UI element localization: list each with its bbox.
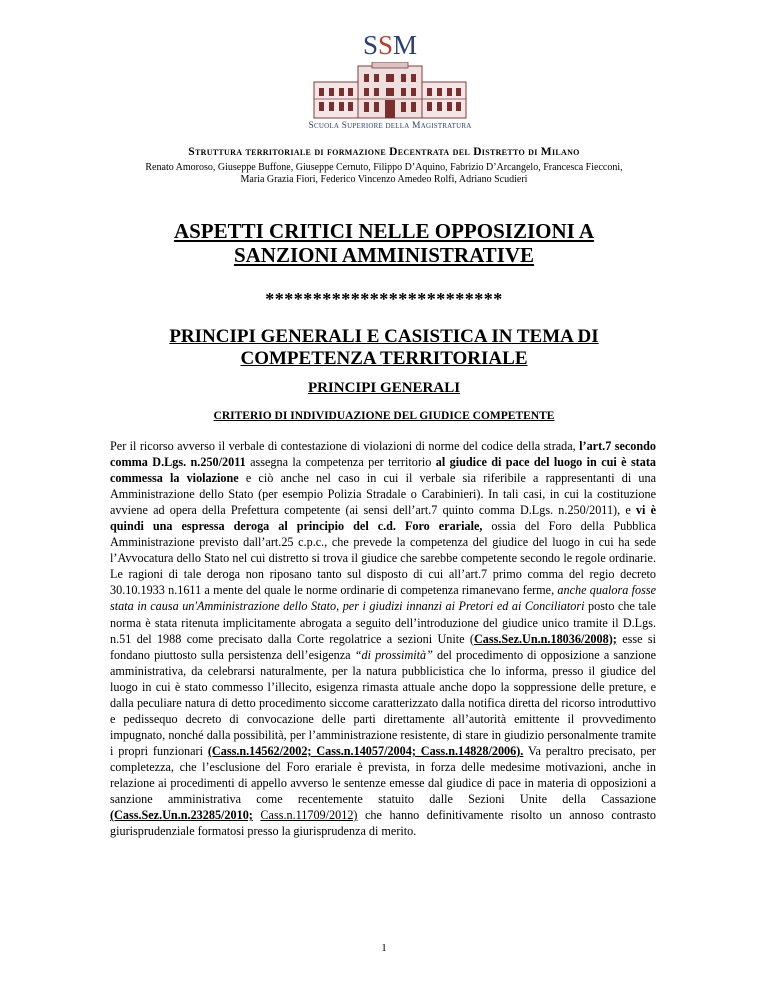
logo-wordmark: SSM bbox=[362, 30, 418, 60]
authors-list bbox=[110, 162, 658, 186]
palace-icon bbox=[310, 62, 470, 120]
citation: Cass.Sez.Un.n.18036/2008); bbox=[473, 631, 617, 646]
citation: Cass.n.11709/2012) bbox=[260, 808, 358, 823]
section-heading: PRINCIPI GENERALI bbox=[307, 380, 461, 396]
star-separator: ************************* bbox=[265, 289, 503, 309]
citation: (Cass.Sez.Un.n.23285/2010; bbox=[110, 808, 253, 823]
citation: (Cass.n.14562/2002; Cass.n.14057/2004; Cass.n.14828/2006). bbox=[207, 743, 524, 758]
ssm-logo bbox=[300, 30, 480, 138]
page-number: 1 bbox=[381, 942, 387, 954]
logo-caption: Scuola Superiore della Magistratura bbox=[308, 121, 472, 131]
subsection-heading: CRITERIO DI INDIVIDUAZIONE DEL GIUDICE COMPETENTE bbox=[213, 410, 555, 422]
document-subtitle: PRINCIPI GENERALI E CASISTICA IN TEMA DI COMPETENZA TERRITORIALE bbox=[169, 326, 599, 369]
struttura-heading: Struttura territoriale di formazione Decentrata del Distretto di Milano bbox=[188, 146, 580, 158]
authors-line: Maria Grazia Fiori, Federico Vincenzo Amedeo Rolfi, Adriano Scudieri bbox=[240, 174, 528, 185]
body-paragraph: Per il ricorso avverso il verbale di contestazione di violazioni di norme del codice della strada, l’art.7 secondo comma D.Lgs. n.250/2011 assegna la competenza per territorio al giudice di pace del luogo in cui è stata commessa la violazione e ciò anche nel caso in cui il verbale sia riferibile a rappresentanti di una Amministrazione dello Stato (per esempio Polizia Stradale o Carabinieri). In tali casi, in cui la costituzione avviene ad opera della Prefettura competente (ai sensi dell’art.7 quinto comma D.Lgs. n.250/2011), e vi è quindi una espressa deroga al principio del c.d. Foro erariale, ossia del Foro della Pubblica Amministrazione previsto dall’art.25 c.p.c., che prevede la competenza del giudice del luogo in cui ha sede l’Avvocatura dello Stato nel cui distretto si trova il giudice che sarebbe competente secondo le regole ordinarie. Le ragioni di tale deroga non riposano tanto sul disposto di cui all’art.7 primo comma del regio decreto 30.10.1933 n.1611 a mente del quale le norme ordinarie di competenza rimanevano ferme, anche qualora fosse stata in causa un'Amministrazione dello Stato, per i giudizi innanzi ai Pretori ed ai Conciliatori posto che tale norma è stata ritenuta implicitamente abrogata a seguito dell’introduzione del giudice unico tramite il D.Lgs. n.51 del 1988 come precisato dalla Corte regolatrice a sezioni Unite (Cass.Sez.Un.n.18036/2008); esse si fondano piuttosto sulla persistenza dell’esigenza “di prossimità” del procedimento di opposizione a sanzione amministrativa, da celebrarsi naturalmente, per la natura pubblicistica che lo informa, presso il giudice del luogo in cui è stato commesso l’illecito, esigenza rimasta attuale anche dopo la soppressione delle preture, e dalla peculiare natura di detto procedimento siccome caratterizzato dalla notifica diretta del ricorso introduttivo e pedissequo decreto di convocazione delle parti direttamente all’autorità emittente il provvedimento impugnato, nonché dalla possibilità, per l’amministrazione resistente, di stare in giudizio personalmente tramite i propri funzionari (Cass.n.14562/2002; Cass.n.14057/2004; Cass.n.14828/2006). Va peraltro precisato, per completezza, che l’esclusione del Foro erariale è prevista, in forza delle medesime motivazioni, anche in relazione ai procedimenti di appello avverso le sentenze emesse dal giudice di pace in materia di opposizioni a sanzione amministrativa come recentemente statuito dalle Sezioni Unite della Cassazione (Cass.Sez.Un.n.23285/2010; Cass.n.11709/2012) che hanno definitivamente risolto un annoso contrasto giurisprudenziale formatosi presso la giurisprudenza di merito. bbox=[110, 439, 657, 839]
authors-line: Renato Amoroso, Giuseppe Buffone, Giuseppe Cernuto, Filippo D’Aquino, Fabrizio D’Arcangelo, Francesca Fiecconi, bbox=[145, 162, 623, 173]
document-title: ASPETTI CRITICI NELLE OPPOSIZIONI A SANZIONI AMMINISTRATIVE bbox=[173, 219, 595, 267]
